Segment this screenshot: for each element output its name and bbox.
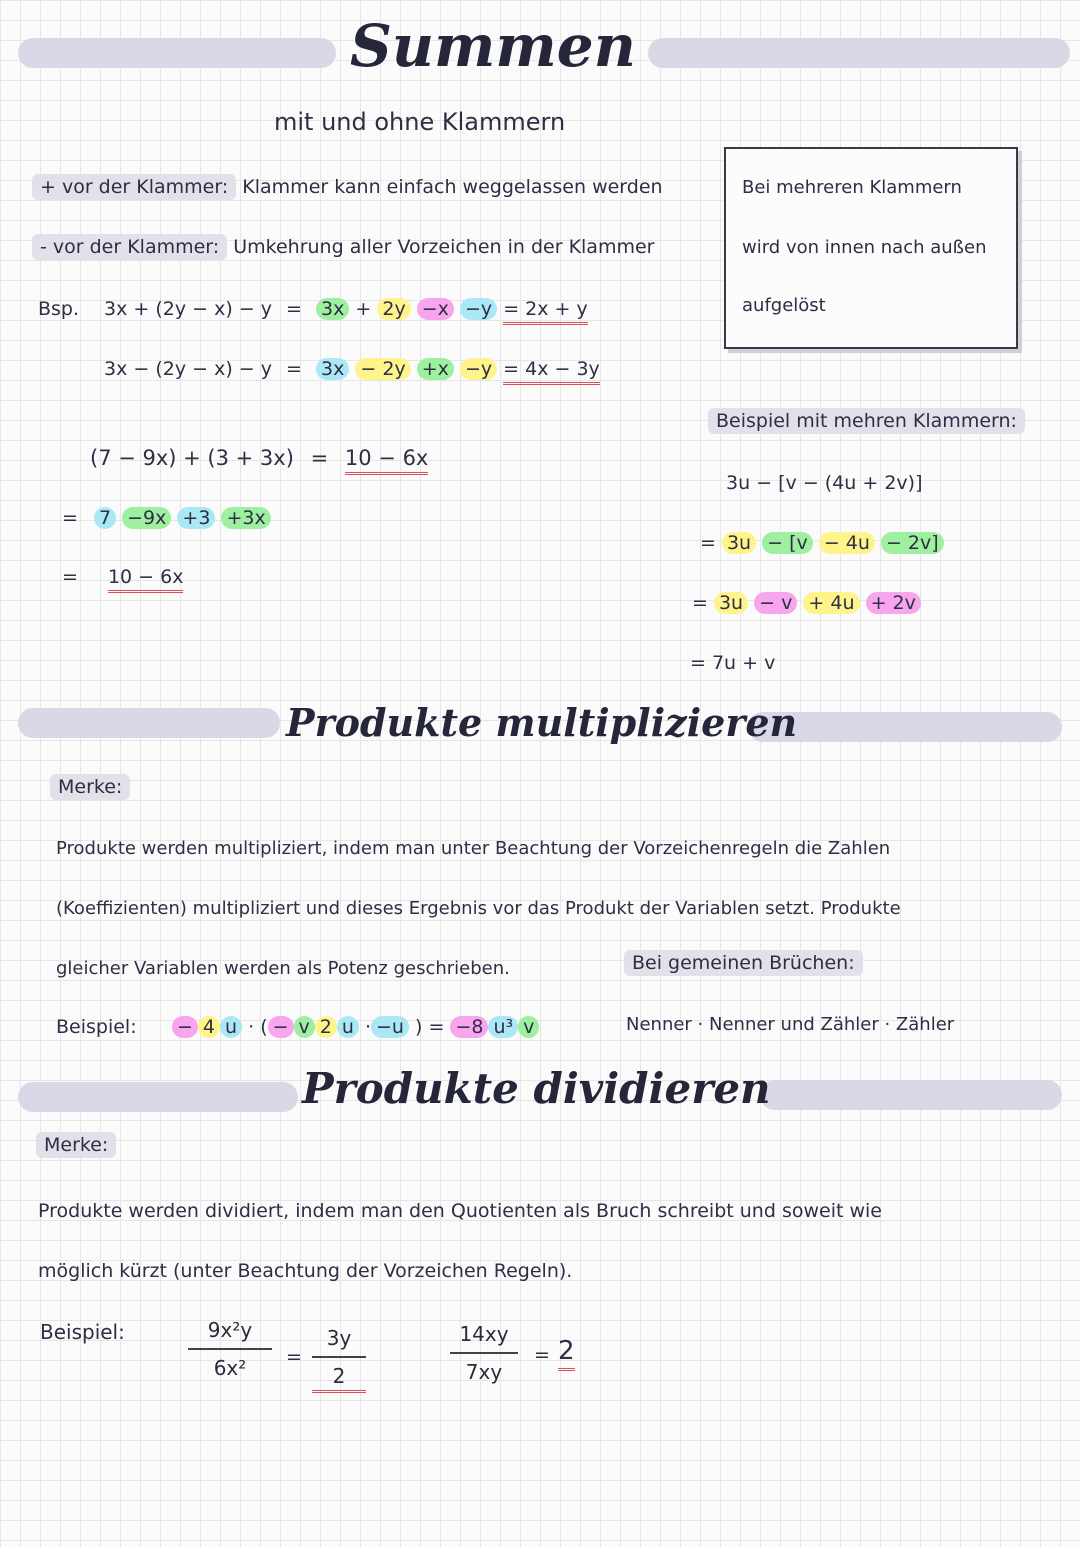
bruch-label-text: Bei gemeinen Brüchen:	[624, 950, 863, 976]
ex3-final: 10 − 6x	[108, 566, 184, 593]
multi-l2-a: 3u	[722, 532, 756, 554]
multi-line-2	[700, 532, 944, 554]
ex1-lhs: 3x + (2y − x) − y	[104, 298, 272, 320]
title-bar-left	[18, 38, 336, 68]
multi-heading	[708, 410, 1025, 432]
multi-heading-text: Beispiel mit mehren Klammern:	[708, 408, 1025, 434]
multi-l3-a: 3u	[714, 592, 748, 614]
mult-ex-g: 2	[315, 1016, 337, 1038]
ex2-eq: =	[286, 358, 302, 380]
rule-plus	[32, 176, 663, 198]
multi-l3-b: − v	[754, 592, 797, 614]
fraction-1-num: 9x²y	[207, 1318, 253, 1342]
multi-l2-eq: =	[700, 532, 716, 554]
fraction-3-den: 7xy	[465, 1360, 503, 1384]
mult-beispiel: Beispiel:	[56, 1016, 137, 1038]
multi-line-1: 3u − [v − (4u + 2v)]	[726, 472, 923, 494]
multi-l3-d: + 2v	[866, 592, 921, 614]
mult-text-2: (Koeffizienten) multipliziert und dieses Ergebnis vor das Produkt der Variablen setzt. Produkte	[56, 898, 901, 919]
multi-l3-eq: =	[692, 592, 708, 614]
mult-ex-e: −	[268, 1016, 294, 1038]
fraction-1	[188, 1318, 272, 1380]
rule-plus-label: + vor der Klammer:	[32, 174, 236, 200]
div-bar-right	[760, 1080, 1062, 1110]
example-1	[104, 298, 588, 320]
fraction-3-num: 14xy	[459, 1322, 509, 1346]
multi-l2-c: − 4u	[819, 532, 875, 554]
div-text-1: Produkte werden dividiert, indem man den Quotienten als Bruch schreibt und soweit wie	[38, 1200, 882, 1222]
example-3	[90, 446, 428, 470]
mult-title: Produkte multiplizieren	[286, 700, 798, 745]
ex2-result: = 4x − 3y	[503, 358, 600, 385]
mult-merke-label: Merke:	[50, 774, 130, 800]
box-line-3: aufgelöst	[742, 295, 826, 316]
bruch-rule: Nenner · Nenner und Zähler · Zähler	[626, 1014, 955, 1035]
mult-ex-k: ) =	[415, 1016, 445, 1038]
ex2-term-3: +x	[417, 358, 454, 380]
mult-text-1: Produkte werden multipliziert, indem man unter Beachtung der Vorzeichenregeln die Zahlen	[56, 838, 891, 859]
ex3-eq2: =	[62, 507, 78, 529]
multi-l2-b: − [v	[762, 532, 813, 554]
ex1-op: +	[355, 298, 372, 320]
mult-ex-b: 4	[198, 1016, 220, 1038]
div-eq-1: =	[286, 1346, 302, 1368]
div-merke-label: Merke:	[36, 1132, 116, 1158]
fraction-3	[450, 1322, 518, 1384]
mult-bar-left	[18, 708, 280, 738]
rule-minus	[32, 236, 654, 258]
mult-ex-m: u³	[488, 1016, 518, 1038]
mult-ex-f: v	[294, 1016, 315, 1038]
mult-ex-c: u	[220, 1016, 242, 1038]
box-line-2: wird von innen nach außen	[742, 237, 987, 258]
multi-line-3	[692, 592, 921, 614]
rule-minus-label: - vor der Klammer:	[32, 234, 227, 260]
ex3-result: 10 − 6x	[345, 446, 428, 475]
mult-ex-d: · (	[248, 1016, 268, 1038]
ex1-term-1: 3x	[316, 298, 349, 320]
ex3-lhs: (7 − 9x) + (3 + 3x)	[90, 446, 294, 470]
ex3-eq3: =	[62, 566, 78, 588]
ex3-term-4: +3x	[221, 507, 270, 529]
ex2-term-4: −y	[460, 358, 497, 380]
mult-ex-h: u	[337, 1016, 359, 1038]
ex3-term-1: 7	[94, 507, 116, 529]
multi-line-4: = 7u + v	[690, 652, 776, 674]
mult-ex-l: −8	[450, 1016, 488, 1038]
ex1-term-4: −y	[460, 298, 497, 320]
ex3-term-2: −9x	[122, 507, 171, 529]
bsp-label: Bsp.	[38, 298, 80, 320]
ex1-eq: =	[286, 298, 302, 320]
bruch-label	[624, 952, 863, 974]
mult-text-3: gleicher Variablen werden als Potenz geschrieben.	[56, 958, 510, 979]
multi-l2-d: − 2v]	[881, 532, 944, 554]
mult-ex-i: ·	[364, 1016, 372, 1038]
page-title: Summen	[350, 12, 636, 80]
ex3-eq: =	[310, 446, 329, 470]
div-eq-2: =	[534, 1344, 550, 1366]
fraction-2	[312, 1326, 366, 1393]
fraction-2-den: 2	[312, 1364, 366, 1393]
div-bar-left	[18, 1082, 298, 1112]
example-2	[104, 358, 600, 380]
mult-ex-j: −u	[371, 1016, 409, 1038]
rule-plus-text: Klammer kann einfach weggelassen werden	[242, 176, 663, 198]
box-line-1: Bei mehreren Klammern	[742, 177, 962, 198]
div-text-2: möglich kürzt (unter Beachtung der Vorzeichen Regeln).	[38, 1260, 573, 1282]
ex2-term-1: 3x	[316, 358, 349, 380]
fraction-2-bar	[312, 1356, 366, 1358]
rule-minus-text: Umkehrung aller Vorzeichen in der Klammer	[233, 236, 655, 258]
ex1-result: = 2x + y	[503, 298, 588, 325]
fraction-1-bar	[188, 1348, 272, 1350]
ex2-term-2: − 2y	[355, 358, 410, 380]
info-box	[724, 147, 1018, 349]
ex2-lhs: 3x − (2y − x) − y	[104, 358, 272, 380]
ex1-term-2: 2y	[377, 298, 410, 320]
mult-merke	[50, 776, 130, 798]
fraction-2-num: 3y	[326, 1326, 352, 1350]
ex1-term-3: −x	[417, 298, 454, 320]
mult-ex-n: v	[518, 1016, 539, 1038]
fraction-3-bar	[450, 1352, 518, 1354]
ex3-term-3: +3	[177, 507, 215, 529]
mult-ex-a: −	[172, 1016, 198, 1038]
page-subtitle: mit und ohne Klammern	[274, 108, 566, 136]
title-bar-right	[648, 38, 1070, 68]
div-title: Produkte dividieren	[302, 1064, 771, 1113]
div-beispiel: Beispiel:	[40, 1320, 125, 1344]
example-3-step	[62, 507, 271, 529]
multi-l3-c: + 4u	[803, 592, 859, 614]
fraction-1-den: 6x²	[213, 1356, 247, 1380]
example-3-final	[62, 566, 183, 588]
div-result: 2	[558, 1336, 575, 1371]
mult-example	[172, 1016, 539, 1038]
div-merke	[36, 1134, 116, 1156]
